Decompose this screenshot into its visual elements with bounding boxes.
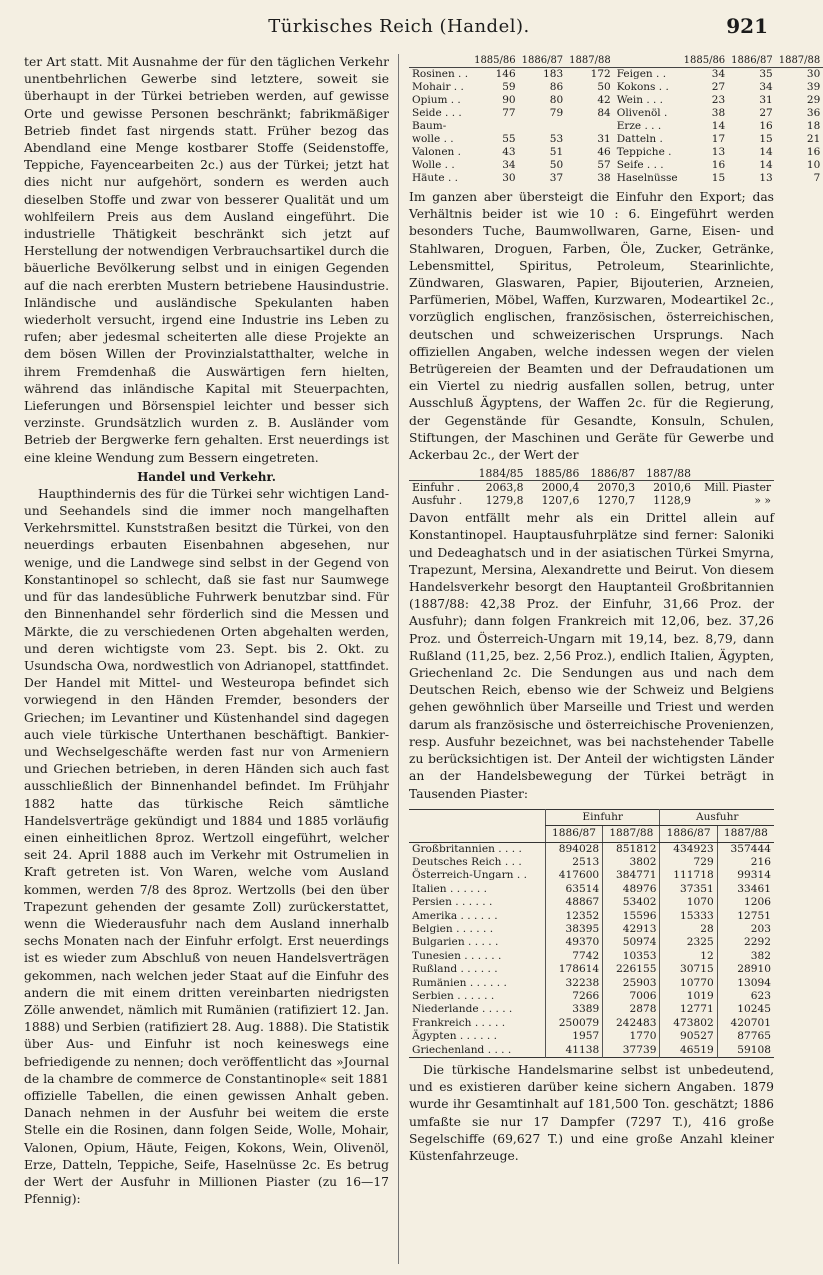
export-value — [471, 120, 519, 133]
ausfuhr-header: Ausfuhr — [660, 809, 774, 825]
export-value: 79 — [549, 107, 564, 119]
country-value: 48867 — [545, 896, 602, 909]
export-table-right — [614, 54, 823, 185]
export-table — [409, 54, 821, 185]
country-value: 111718 — [660, 869, 717, 882]
running-title: Türkisches Reich (Handel). — [268, 16, 530, 37]
country-value: 894028 — [545, 842, 602, 856]
export-label: Rosinen . . — [412, 68, 469, 80]
table-row — [409, 950, 774, 963]
country-value: 12 — [660, 950, 717, 963]
export-label: Seide . . . — [412, 107, 462, 119]
export-year-header: 1886/87 — [519, 54, 567, 68]
export-value: 14 — [759, 146, 773, 158]
country-value: 2878 — [603, 1003, 660, 1016]
einfuhr-header: Einfuhr — [545, 809, 660, 825]
table-row — [409, 481, 774, 495]
country-value: 250079 — [545, 1017, 602, 1030]
table-row — [409, 842, 774, 856]
country-value: 851812 — [603, 842, 660, 856]
export-year-header: 1886/87 — [728, 54, 776, 68]
export-value: 39 — [806, 81, 821, 93]
export-value: 80 — [549, 94, 564, 106]
export-value — [519, 120, 567, 133]
paragraph-industry: ter Art statt. Mit Ausnahme der für den täglichen Verkehr unentbehrlichen Gewerbe sind letztere, soweit sie überhaupt in der Türkei betrieben werden, auf gewisse Orte und gewisse Personen beschränkt; fabrikmäßiger Betrieb findet fast nirgends statt. Früher bezog das Abendland eine Menge kostbarer Stoffe (Seidenstoffe, Teppiche, Fayencearbeiten 2c.) aus der Türkei; jetzt hat dies nicht nur aufgehört, sondern es werden auch dieselben Stoffe und zwar von besserer Qualität und um wohlfeilern Preis aus dem Ausland eingeführt. Die industrielle Thätigkeit beschränkt sich jetzt auf Herstellung der notwendigen Verbrauchsartikel durch die bäuerliche Bevölkerung selbst und in einigen Gegenden auf die nach ererbten Mustern betriebene Hausindustrie. Inländische und ausländische Spekulanten haben wiederholt versucht, irgend eine Industrie ins Leben zu rufen; aber jedesmal scheiterten alle diese Projekte an dem bösen Willen der Provinzialstatthalter, welche in ihrem Fremdenhaß die Auswärtigen fern hielten, während das inländische Kapital mit Steuerpachten, Lieferungen und Börsenspiel leichter und besser sich verzinste. Grundsätzlich wurden z. B. Ausländer vom Betrieb der Bergwerke fern gehalten. Erst neuerdings ist eine kleine Wendung zum Bessern eingetreten. — [24, 55, 389, 465]
export-label: Feigen . . — [616, 68, 667, 80]
table-row — [614, 159, 823, 172]
section-heading: Handel und Verkehr. — [137, 469, 276, 484]
export-value: 27 — [711, 81, 726, 93]
export-value: 77 — [502, 107, 516, 119]
export-value: 16 — [759, 120, 773, 132]
country-label: Rumänien . . . . . . — [409, 977, 545, 990]
export-label: Häute . . — [412, 172, 458, 184]
columns — [24, 54, 821, 1264]
country-year-header: 1886/87 — [545, 826, 602, 842]
export-value: 30 — [502, 172, 516, 184]
trade-volume-table — [409, 467, 774, 507]
country-value: 216 — [717, 856, 774, 869]
export-value: 16 — [806, 146, 821, 158]
country-label: Ägypten . . . . . . — [409, 1030, 545, 1043]
country-value: 203 — [717, 923, 774, 936]
table-row — [409, 146, 614, 159]
country-value: 242483 — [603, 1017, 660, 1030]
export-label: Baum- — [412, 120, 447, 132]
table-row — [409, 923, 774, 936]
country-value: 42913 — [603, 923, 660, 936]
table-row — [409, 963, 774, 976]
export-value: 84 — [597, 107, 611, 119]
country-value: 1957 — [545, 1030, 602, 1043]
export-value: 13 — [711, 146, 726, 158]
export-value: 7 — [813, 172, 821, 184]
export-year-header: 1887/88 — [566, 54, 614, 68]
export-value: 29 — [806, 94, 821, 106]
country-value: 2513 — [545, 856, 602, 869]
export-value: 14 — [759, 159, 773, 171]
export-value: 27 — [759, 107, 773, 119]
country-label: Rußland . . . . . . — [409, 963, 545, 976]
left-column — [24, 54, 389, 1264]
table-row — [614, 94, 823, 107]
export-value: 16 — [711, 159, 726, 171]
volume-value: Mill. Piaster — [704, 481, 771, 495]
export-value: 51 — [549, 146, 564, 158]
year-header: 1887/88 — [638, 467, 694, 481]
export-value: 15 — [711, 172, 726, 184]
export-label: Erze . . . — [616, 120, 662, 132]
country-value: 30715 — [660, 963, 717, 976]
country-value: 473802 — [660, 1017, 717, 1030]
table-row — [409, 172, 614, 185]
paragraph-trade: Haupthindernis des für die Türkei sehr wichtigen Land- und Seehandels sind die immer noch mangelhaften Verkehrsmittel. Kunststraßen besitzt die Türkei, von den neuerdings erbauten Eisenbahnen abgesehen, nur wenige, und die Landwege sind selbst in der Gegend von Konstantinopel so schlecht, daß sie fast nur Saumwege und für das landesübliche Fuhrwerk benutzbar sind. Für den Binnenhandel sehr förderlich sind die Messen und Märkte, die zu verschiedenen Orten abgehalten werden, und deren wichtigste vom 23. Sept. bis 2. Okt. zu Usundscha Owa, nordwestlich von Adrianopel, stattfindet. Der Handel mit Mittel- und Westeuropa befindet sich vorwiegend in den Händen Fremder, besonders der Griechen; im Levantiner und Küstenhandel sind dagegen auch viele türkische Unterthanen beschäftigt. Bankier- und Wechselgeschäfte werden fast nur von Armeniern und Griechen betrieben, in deren Händen sich auch fast ausschließlich der Binnenhandel befindet. Im Frühjahr 1882 hatte das türkische Reich sämtliche Handelsverträge gekündigt und 1884 und 1885 vorläufig einen einheitlichen 8proz. Wertzoll eingeführt, welcher seit 24. April 1888 auch im Verkehr mit Ostrumelien in Kraft getreten ist. Von Waren, welche vom Ausland kommen, werden 7/8 des 8proz. Wertzolls (bei den über Trapezunt gehenden der gesamte Zoll) zurückerstattet, wenn die Wiederausfuhr nach dem Ausland innerhalb sechs Monaten nach der Einfuhr erfolgt. Erst neuerdings ist es wieder zum Abschluß von neuen Handelsverträgen gekommen, nach welchen jeder Staat auf die Einfuhr des andern die mit einem dritten vereinbarten niedrigsten Zölle anwendet, nämlich mit Rumänien (ratifiziert 12. Jan. 1888) und Serbien (ratifiziert 28. Aug. 1888). Die Statistik über Aus- und Einfuhr ist noch keineswegs eine befriedigende zu nennen; doch veröffentlicht das »Journal de la chambre de commerce de Constantinople« seit 1881 offizielle Tabellen, die einen gewissen Anhalt geben. Danach nehmen in der Ausfuhr bei weitem die erste Stelle ein die Rosinen, dann folgen Seide, Wolle, Mohair, Valonen, Opium, Häute, Feigen, Kokons, Wein, Olivenöl, Erze, Datteln, Teppiche, Seife, Haselnüsse 2c. Es betrug der Wert der Ausfuhr in Millionen Piaster (zu 16—17 Pfennig): — [24, 486, 389, 1207]
country-value: 12352 — [545, 910, 602, 923]
volume-value: 1270,7 — [597, 494, 636, 508]
country-trade-table — [409, 809, 774, 1058]
export-value: 57 — [597, 159, 611, 171]
export-value: 14 — [711, 120, 726, 132]
table-row — [409, 1003, 774, 1016]
export-value: 23 — [711, 94, 726, 106]
export-value: 34 — [502, 159, 516, 171]
year-header: 1886/87 — [582, 467, 638, 481]
country-value: 7006 — [603, 990, 660, 1003]
export-label: Mohair . . — [412, 81, 464, 93]
country-value: 434923 — [660, 842, 717, 856]
paragraph-marine: Die türkische Handelsmarine selbst ist unbedeutend, und es existieren darüber keine sichern Angaben. 1879 wurde ihr Gesamtinhalt auf 181,500 Ton. geschätzt; 1886 umfaßte sie nur 17 Dampfer (7297 T.), 416 große Segelschiffe (69,627 T.) und eine große Anzahl kleiner Küstenfahrzeuge. — [409, 1063, 774, 1164]
country-value: 729 — [660, 856, 717, 869]
export-value: 43 — [502, 146, 516, 158]
table-row — [409, 94, 614, 107]
table-row — [614, 133, 823, 146]
table-row — [614, 172, 823, 185]
country-value: 1070 — [660, 896, 717, 909]
export-value: 30 — [806, 68, 821, 80]
export-value: 38 — [597, 172, 611, 184]
export-value: 42 — [597, 94, 611, 106]
export-value: 18 — [806, 120, 821, 132]
country-value: 2292 — [717, 936, 774, 949]
table-row — [409, 856, 774, 869]
table-row — [614, 146, 823, 159]
table-row — [409, 120, 614, 133]
table-row — [409, 133, 614, 146]
table-row — [409, 107, 614, 120]
volume-value: 2010,6 — [653, 481, 691, 495]
country-value: 384771 — [603, 869, 660, 882]
export-year-header: 1885/86 — [471, 54, 519, 68]
export-value: 55 — [502, 133, 516, 145]
export-value: 31 — [759, 94, 773, 106]
export-value: 15 — [759, 133, 773, 145]
country-value: 7742 — [545, 950, 602, 963]
country-value: 48976 — [603, 883, 660, 896]
export-value: 21 — [806, 133, 821, 145]
country-label: Persien . . . . . . — [409, 896, 545, 909]
country-value: 623 — [717, 990, 774, 1003]
country-label: Belgien . . . . . . — [409, 923, 545, 936]
volume-value: 1279,8 — [485, 494, 524, 508]
export-label: wolle . . — [412, 133, 454, 145]
export-value: 34 — [711, 68, 726, 80]
country-value: 1019 — [660, 990, 717, 1003]
country-label: Deutsches Reich . . . — [409, 856, 545, 869]
table-row — [409, 494, 774, 507]
country-value: 50974 — [603, 936, 660, 949]
country-value: 178614 — [545, 963, 602, 976]
export-value: 183 — [543, 68, 564, 80]
export-label: Wein . . . — [616, 94, 664, 106]
volume-value: » » — [754, 494, 771, 508]
table-row — [409, 910, 774, 923]
export-value: 38 — [711, 107, 726, 119]
export-label: Opium . . — [412, 94, 461, 106]
country-value: 13094 — [717, 977, 774, 990]
country-label: Griechenland . . . . — [409, 1044, 545, 1058]
export-label: Olivenöl . — [616, 107, 668, 119]
export-label: Kokons . . — [616, 81, 669, 93]
right-column — [409, 54, 821, 1264]
volume-value: 1128,9 — [653, 494, 691, 508]
country-label: Großbritannien . . . . — [409, 842, 545, 856]
table-row — [409, 883, 774, 896]
country-year-header: 1887/88 — [717, 826, 774, 842]
country-value: 7266 — [545, 990, 602, 1003]
table-row — [409, 977, 774, 990]
country-value: 357444 — [717, 842, 774, 856]
export-value: 36 — [806, 107, 821, 119]
export-value: 146 — [495, 68, 516, 80]
year-header: 1885/86 — [527, 467, 583, 481]
paragraph-ports: Davon entfällt mehr als ein Drittel allein auf Konstantinopel. Hauptausfuhrplätze sind ferner: Saloniki und Dedeaghatsch und in der asiatischen Türkei Smyrna, Trapezunt, Mersina, Alexandrette und Beirut. Von diesem Handelsverkehr besorgt den Hauptanteil Großbritannien (1887/88: 42,38 Proz. der Einfuhr, 31,66 Proz. der Ausfuhr); dann folgen Frankreich mit 12,06, bez. 37,26 Proz. und Österreich-Ungarn mit 19,14, bez. 8,79, dann Rußland (11,25, bez. 2,56 Proz.), endlich Italien, Ägypten, Griechenland 2c. Die Sendungen aus und nach dem Deutschen Reich, ebenso wie der Schweiz und Belgiens gehen gewöhnlich über Marseille und Triest und werden darum als französische und österreichische Provenienzen, resp. Ausfuhr bezeichnet, was bei nachstehender Tabelle zu berücksichtigen ist. Der Anteil der wichtigsten Länder an der Handelsbewegung der Türkei beträgt in Tausenden Piaster: — [409, 511, 774, 801]
table-row — [409, 159, 614, 172]
table-row — [409, 68, 614, 82]
table-row — [409, 896, 774, 909]
volume-label: Einfuhr . — [412, 481, 461, 495]
country-value: 59108 — [717, 1044, 774, 1058]
country-label: Serbien . . . . . . — [409, 990, 545, 1003]
table-row — [614, 81, 823, 94]
country-value: 12751 — [717, 910, 774, 923]
export-year-header: 1887/88 — [776, 54, 823, 68]
table-row — [409, 990, 774, 1003]
export-value: 37 — [549, 172, 564, 184]
country-label: Frankreich . . . . . — [409, 1017, 545, 1030]
country-value: 38395 — [545, 923, 602, 936]
export-value: 50 — [597, 81, 611, 93]
country-value: 25903 — [603, 977, 660, 990]
page-header — [24, 14, 774, 48]
export-value: 59 — [502, 81, 516, 93]
country-value: 10770 — [660, 977, 717, 990]
country-value: 49370 — [545, 936, 602, 949]
export-value: 13 — [759, 172, 773, 184]
country-value: 87765 — [717, 1030, 774, 1043]
country-label: Tunesien . . . . . . — [409, 950, 545, 963]
export-value: 46 — [597, 146, 611, 158]
country-value: 63514 — [545, 883, 602, 896]
export-value — [566, 120, 614, 133]
country-value: 15596 — [603, 910, 660, 923]
table-row — [409, 1017, 774, 1030]
export-label: Datteln . — [616, 133, 663, 145]
volume-label: Ausfuhr . — [412, 494, 463, 508]
volume-value: 2000,4 — [541, 481, 580, 495]
table-row — [614, 120, 823, 133]
country-label: Italien . . . . . . — [409, 883, 545, 896]
country-value: 33461 — [717, 883, 774, 896]
export-value: 53 — [549, 133, 564, 145]
country-label: Amerika . . . . . . — [409, 910, 545, 923]
country-year-header: 1886/87 — [660, 826, 717, 842]
country-value: 99314 — [717, 869, 774, 882]
page-number: 921 — [726, 14, 768, 38]
table-row — [409, 869, 774, 882]
country-value: 420701 — [717, 1017, 774, 1030]
table-row — [409, 1044, 774, 1058]
export-label: Wolle . . — [412, 159, 455, 171]
country-label: Niederlande . . . . . — [409, 1003, 545, 1016]
country-value: 10353 — [603, 950, 660, 963]
country-value: 1770 — [603, 1030, 660, 1043]
volume-value: 1207,6 — [541, 494, 580, 508]
page — [24, 14, 821, 1264]
export-value: 10 — [806, 159, 821, 171]
export-value: 50 — [549, 159, 564, 171]
export-label: Valonen . — [412, 146, 461, 158]
country-value: 15333 — [660, 910, 717, 923]
table-row — [614, 68, 823, 82]
country-value: 90527 — [660, 1030, 717, 1043]
table-row — [409, 936, 774, 949]
country-value: 37739 — [603, 1044, 660, 1058]
export-value: 35 — [759, 68, 773, 80]
country-value: 3389 — [545, 1003, 602, 1016]
country-label: Österreich-Ungarn . . — [409, 869, 545, 882]
paragraph-imports: Im ganzen aber übersteigt die Einfuhr den Export; das Verhältnis beider ist wie 10 : 6. Eingeführt werden besonders Tuche, Baumwollwaren, Garne, Eisen- und Stahlwaren, Droguen, Farben, Öle, Zucker, Getränke, Lebensmittel, Spiritus, Petroleum, Stearinlichte, Zündwaren, Glaswaren, Papier, Bijouterien, Arzneien, Parfümerien, Möbel, Waffen, Kurzwaren, Modeartikel 2c., vorzüglich englischen, französischen, österreichischen, deutschen und schweizerischen Ursprungs. Nach offiziellen Angaben, welche indessen wegen der vielen Betrügereien der Beamten und der Defraudationen um ein Viertel zu niedrig ausfallen sollen, betrug, unter Ausschluß Ägyptens, der Waffen 2c. für die Regierung, der Gegenstände für Gesandte, Konsuln, Schulen, Stiftungen, der Maschinen und Geräte für Gewerbe und Ackerbau 2c., der Wert der — [409, 190, 774, 463]
country-value: 41138 — [545, 1044, 602, 1058]
year-header: 1884/85 — [471, 467, 527, 481]
country-value: 417600 — [545, 869, 602, 882]
country-value: 1206 — [717, 896, 774, 909]
country-value: 382 — [717, 950, 774, 963]
country-value: 46519 — [660, 1044, 717, 1058]
export-value: 34 — [759, 81, 773, 93]
country-value: 28 — [660, 923, 717, 936]
export-value: 172 — [590, 68, 611, 80]
country-value: 28910 — [717, 963, 774, 976]
country-value: 2325 — [660, 936, 717, 949]
volume-value: 2063,8 — [485, 481, 524, 495]
export-table-left — [409, 54, 614, 185]
country-value: 12771 — [660, 1003, 717, 1016]
export-year-header: 1885/86 — [681, 54, 729, 68]
export-value: 90 — [502, 94, 516, 106]
export-label: Teppiche . — [616, 146, 672, 158]
export-value: 31 — [597, 133, 611, 145]
table-row — [409, 1030, 774, 1043]
country-value: 226155 — [603, 963, 660, 976]
country-value: 37351 — [660, 883, 717, 896]
export-value: 86 — [549, 81, 564, 93]
country-value: 32238 — [545, 977, 602, 990]
volume-value: 2070,3 — [597, 481, 636, 495]
country-value: 53402 — [603, 896, 660, 909]
export-label: Haselnüsse — [616, 172, 678, 184]
table-row — [409, 81, 614, 94]
country-label: Bulgarien . . . . . — [409, 936, 545, 949]
country-value: 10245 — [717, 1003, 774, 1016]
table-row — [614, 107, 823, 120]
country-year-header: 1887/88 — [603, 826, 660, 842]
column-divider — [398, 54, 399, 1264]
country-value: 3802 — [603, 856, 660, 869]
export-label: Seife . . . — [616, 159, 664, 171]
export-value: 17 — [711, 133, 726, 145]
